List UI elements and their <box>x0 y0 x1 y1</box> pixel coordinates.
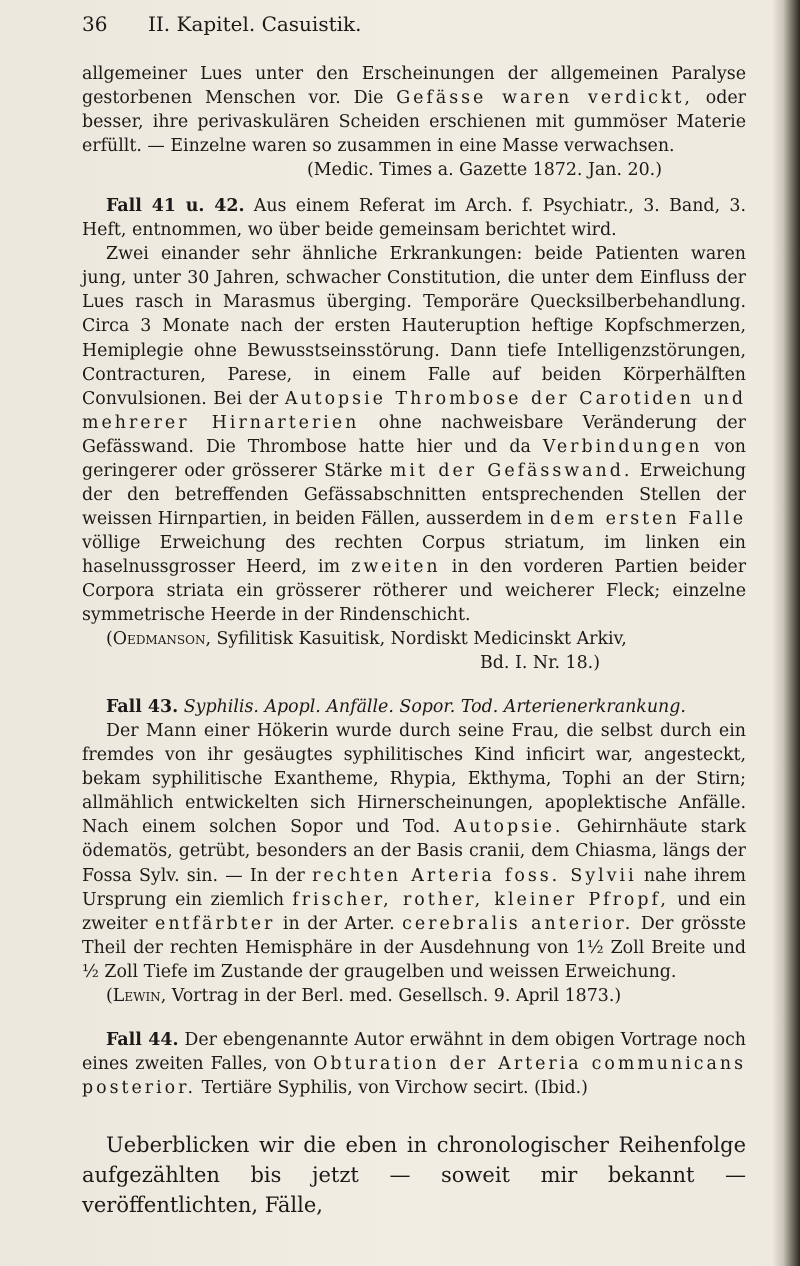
concluding-paragraph: Ueberblicken wir die eben in chronologischer Reihenfolge aufgezählten bis jetzt — soweit mir bekannt — veröffentlichten, Fälle, <box>82 1132 746 1217</box>
page-number: 36 <box>82 12 108 36</box>
citation-medic-times: (Medic. Times a. Gazette 1872. Jan. 20.) <box>306 160 662 181</box>
page-header <box>82 4 742 44</box>
page-body <box>82 62 746 1220</box>
case-41-42-intro: Fall 41 u. 42. Aus einem Referat im Arch. f. Psychiatr., 3. Band, 3. Heft, entnommen, wo über beide gemeinsam berichtet wird. <box>82 196 746 241</box>
case-41-42-body: Zwei einander sehr ähnliche Erkrankungen: beide Patienten waren jung, unter 30 Jahren, schwacher Constitution, die unter dem Einfluss der Lues rasch in Marasmus überging. Temporäre Quecksilberbehandlung. Circa 3 Monate nach der ersten Hauteruption heftige Kopfschmerzen, Hemiplegie ohne Bewusstseinsstörung. Dann tiefe Intelligenzstörungen, Contracturen, Parese, in einem Falle auf beiden Körperhälften Convulsionen. Bei der Autopsie Thrombose der Carotiden und mehrerer Hirnarterien ohne nachweisbare Veränderung der Gefässwand. Die Thrombose hatte hier und da Verbindungen von geringerer oder grösserer Stärke mit der Gefässwand. Erweichung der den betreffenden Gefässabschnitten entsprechenden Stellen der weissen Hirnpartien, in beiden Fällen, ausserdem in dem ersten Falle völlige Erweichung des rechten Corpus striatum, im linken ein haselnussgrosser Heerd, im zweiten in den vorderen Partien beider Corpora striata ein grösserer rötherer und weicherer Fleck; einzelne symmetrische Heerde in der Rindenschicht. <box>82 244 747 626</box>
paragraph-lues: allgemeiner Lues unter den Erscheinungen der allgemeinen Paralyse gestorbenen Menschen vor. Die Gefässe waren verdickt, oder besser, ihre perivaskulären Scheiden erschienen mit gummöser Materie erfüllt. — Einzelne waren so zusammen in eine Masse verwachsen. <box>82 64 746 157</box>
case-label: Fall 44. <box>106 1029 179 1050</box>
case-44: Fall 44. Der ebengenannte Autor erwähnt in dem obigen Vortrage noch eines zweiten Falles, von Obturation der Arteria communicans posterior. Tertiäre Syphilis, von Virchow secirt. (Ibid.) <box>82 1029 747 1098</box>
case-title: Syphilis. Apopl. Anfälle. Sopor. Tod. Arterienerkrankung. <box>183 697 686 718</box>
citation-oedmanson: (Oedmanson, Syfilitisk Kasuitisk, Nordiskt Medicinskt Arkiv, <box>106 629 627 650</box>
case-label: Fall 41 u. 42. <box>106 196 245 217</box>
citation-lewin: (Lewin, Vortrag in der Berl. med. Gesellsch. 9. April 1873.) <box>106 985 622 1006</box>
running-title: II. Kapitel. Casuistik. <box>148 12 362 36</box>
citation-oedmanson-volume: Bd. I. Nr. 18.) <box>479 653 600 674</box>
case-label: Fall 43. <box>106 697 179 718</box>
case-43 <box>82 695 746 719</box>
case-43-body: Der Mann einer Hökerin wurde durch seine Frau, die selbst durch ein fremdes von ihr gesäugtes syphilitisches Kind inficirt war, angesteckt, bekam syphilitische Exantheme, Rhypia, Ekthyma, Tophi an der Stirn; allmählich entwickelten sich Hirnerscheinungen, apoplektische Anfälle. Nach einem solchen Sopor und Tod. Autopsie. Gehirnhäute stark ödematös, getrübt, besonders an der Basis cranii, dem Chiasma, längs der Fossa Sylv. sin. — In der rechten Arteria foss. Sylvii nahe ihrem Ursprung ein ziemlich frischer, rother, kleiner Pfropf, und ein zweiter entfärbter in der Arter. cerebralis anterior. Der grösste Theil der rechten Hemisphäre in der Ausdehnung von 1½ Zoll Breite und ½ Zoll Tiefe im Zustande der graugelben und weissen Erweichung. <box>82 721 747 982</box>
page-edge-shadow <box>772 0 800 1266</box>
